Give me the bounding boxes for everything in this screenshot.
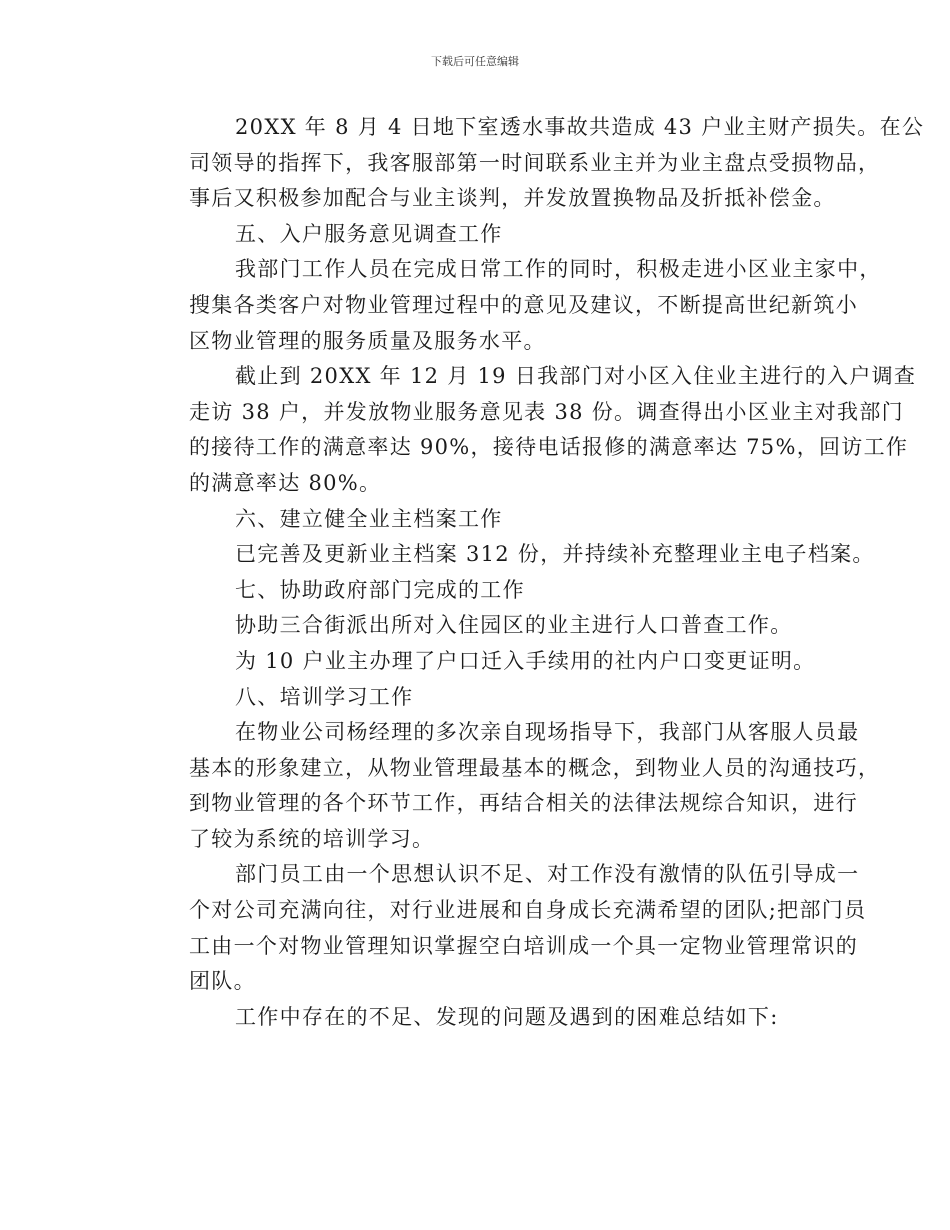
paragraph-incident-summary [143,110,925,217]
text-line: 的满意率达 80%。 [189,470,382,495]
text-line: 区物业管理的服务质量及服务水平。 [189,328,546,353]
paragraph-summary-lead [143,1000,813,1036]
text-line: 走访 38 户，并发放物业服务意见表 38 份。调查得出小区业主对我部门 [189,399,904,424]
text-line: 搜集各类客户对物业管理过程中的意见及建议，不断提高世纪新筑小 [189,292,858,317]
heading-text: 七、协助政府部门完成的工作 [235,577,525,602]
paragraph-household-registration [143,644,816,680]
text-line: 的接待工作的满意率达 90%，接待电话报修的满意率达 75%，回访工作 [189,435,909,460]
text-line: 截止到 20XX 年 12 月 19 日我部门对小区入住业主进行的入户调查 [235,364,917,389]
paragraph-team-growth [143,857,867,999]
paragraph-training [143,715,881,857]
text-line: 为 10 户业主办理了户口迁入手续用的社内户口变更证明。 [235,648,816,673]
paragraph-survey-results [143,359,917,501]
heading-text: 八、培训学习工作 [235,684,414,709]
text-line: 我部门工作人员在完成日常工作的同时，积极走进小区业主家中， [235,257,882,282]
page-header: 下载后可任意编辑 [431,55,519,68]
paragraph-survey-intro [143,252,882,359]
text-line: 司领导的指挥下，我客服部第一时间联系业主并为业主盘点受损物品， [189,150,881,175]
paragraph-census-assist [143,608,813,644]
text-line: 工作中存在的不足、发现的问题及遇到的困难总结如下: [235,1004,779,1029]
paragraph-owner-archives [143,537,875,573]
text-line: 了较为系统的培训学习。 [189,826,435,851]
text-line: 已完善及更新业主档案 312 份，并持续补充整理业主电子档案。 [235,542,875,567]
text-line: 20XX 年 8 月 4 日地下室透水事故共造成 43 户业主财产损失。在公 [235,115,925,139]
heading-text: 五、入户服务意见调查工作 [235,221,503,246]
section-heading-7 [143,573,813,609]
section-heading-8 [143,680,813,716]
section-heading-5 [143,217,813,253]
text-line: 个对公司充满向往，对行业进展和自身成长充满希望的团队;把部门员 [189,898,867,923]
text-line: 部门员工由一个思想认识不足、对工作没有激情的队伍引导成一 [235,862,860,887]
text-line: 到物业管理的各个环节工作，再结合相关的法律法规综合知识，进行 [189,791,858,816]
text-line: 工由一个对物业管理知识掌握空白培训成一个具一定物业管理常识的 [189,933,858,958]
text-line: 事后又积极参加配合与业主谈判，并发放置换物品及折抵补偿金。 [189,186,836,211]
text-line: 基本的形象建立，从物业管理最基本的概念，到物业人员的沟通技巧， [189,755,881,780]
document-body [143,110,925,1035]
section-heading-6 [143,502,813,538]
heading-text: 六、建立健全业主档案工作 [235,506,503,531]
text-line: 协助三合街派出所对入住园区的业主进行人口普查工作。 [235,613,793,638]
text-line: 在物业公司杨经理的多次亲自现场指导下，我部门从客服人员最 [235,720,860,745]
text-line: 团队。 [189,969,256,994]
